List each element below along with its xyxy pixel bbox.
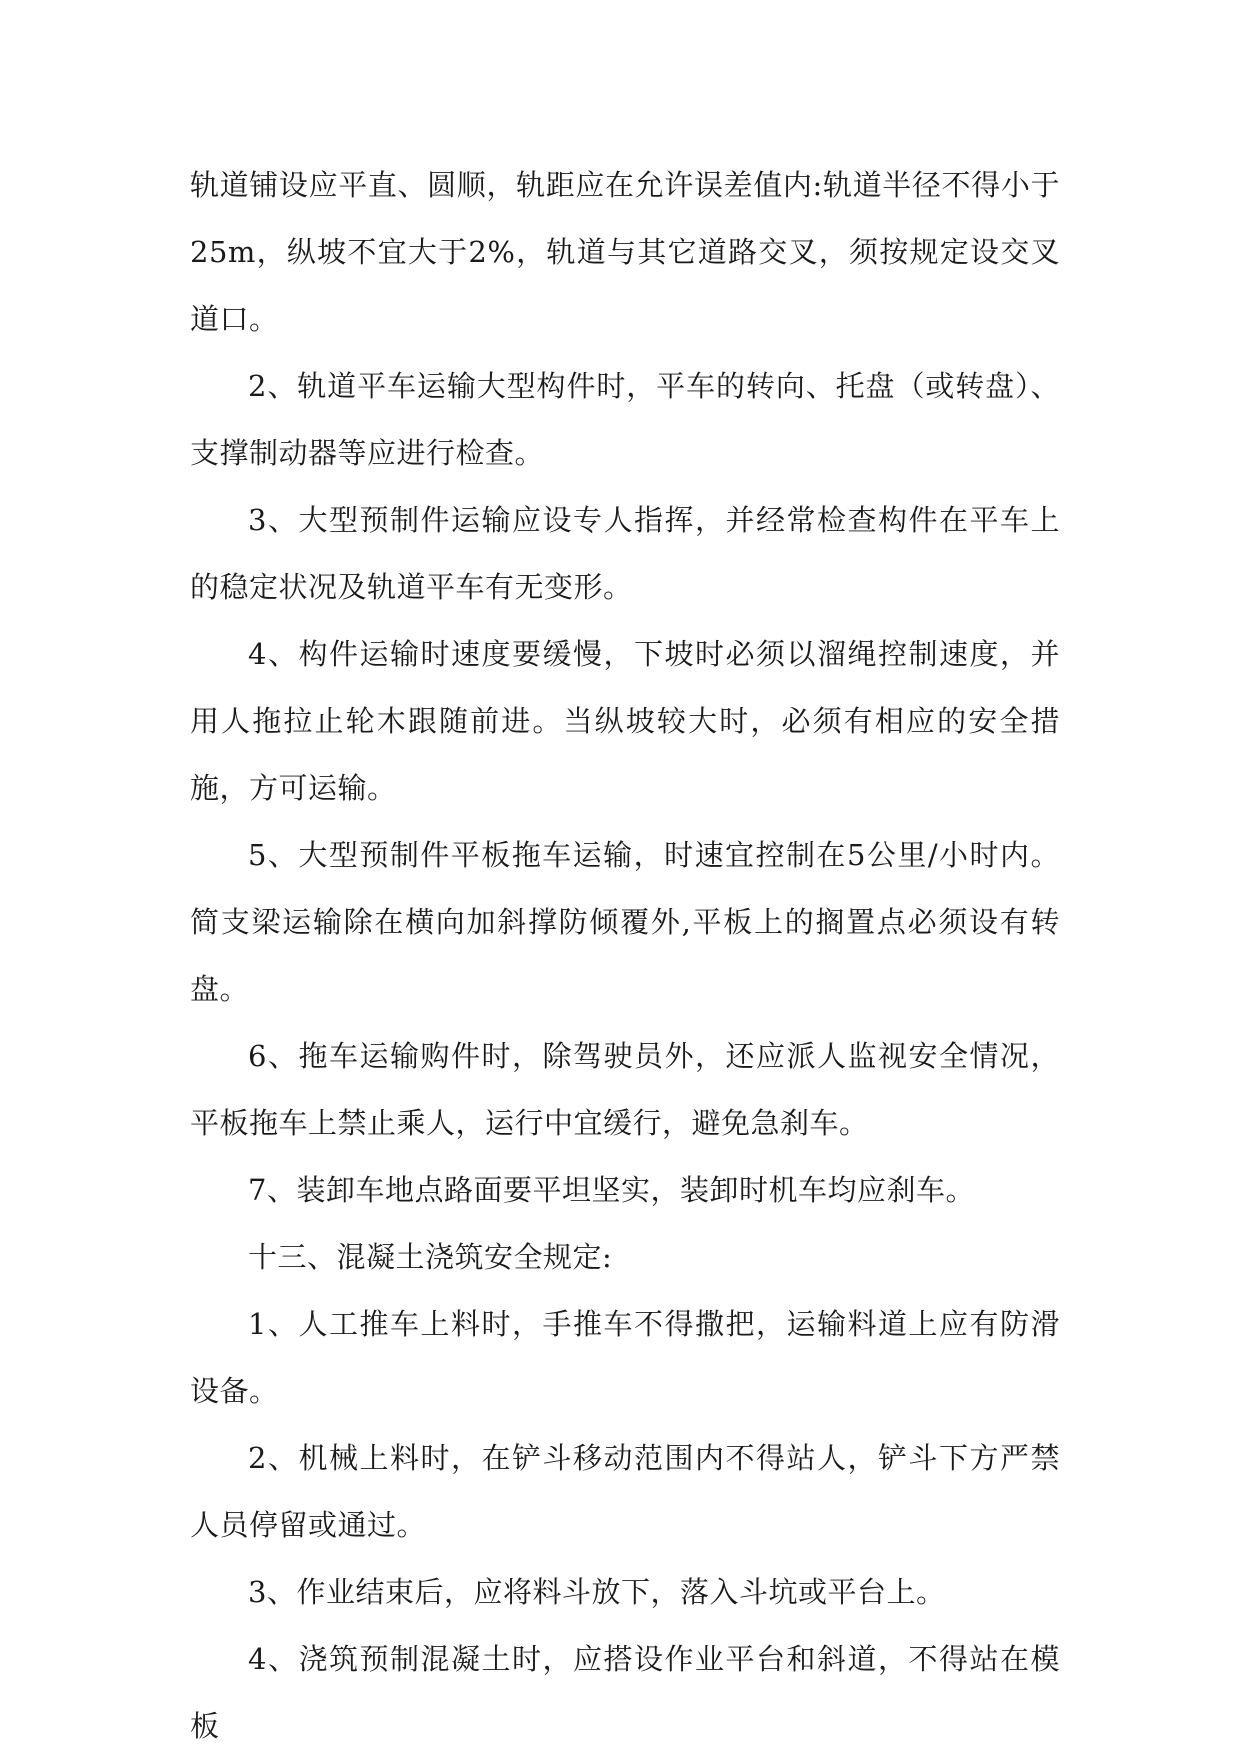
paragraph-track-laying: 轨道铺设应平直、圆顺，轨距应在允许误差值内:轨道半径不得小于25m，纵坡不宜大于2%，轨道与其它道路交叉，须按规定设交叉道口。 [190, 168, 1060, 336]
paragraph-item-2-mechanical-loading: 2、机械上料时，在铲斗移动范围内不得站人，铲斗下方严禁人员停留或通过。 [190, 1441, 1060, 1542]
paragraph-item-1-manual-cart: 1、人工推车上料时，手推车不得撒把，运输料道上应有防滑设备。 [190, 1307, 1060, 1408]
document-body [190, 152, 1060, 1760]
paragraph-item-7-loading-site: 7、装卸车地点路面要平坦坚实，装卸时机车均应刹车。 [248, 1173, 975, 1207]
paragraph-item-5-trailer-speed: 5、大型预制件平板拖车运输，时速宜控制在5公里/小时内。简支梁运输除在横向加斜撑防倾覆外,平板上的搁置点必须设有转盘。 [190, 838, 1060, 1006]
paragraph-item-3-work-end: 3、作业结束后，应将料斗放下，落入斗坑或平台上。 [248, 1575, 946, 1609]
paragraph-item-4-precast-pouring: 4、浇筑预制混凝土时，应搭设作业平台和斜道，不得站在模板 [190, 1642, 1060, 1743]
paragraph-item-2-flatcar-check: 2、轨道平车运输大型构件时，平车的转向、托盘（或转盘）、支撑制动器等应进行检查。 [190, 369, 1060, 470]
paragraph-item-4-transport-speed: 4、构件运输时速度要缓慢，下坡时必须以溜绳控制速度，并用人拖拉止轮木跟随前进。当纵坡较大时，必须有相应的安全措施，方可运输。 [190, 637, 1060, 805]
section-heading-concrete-pouring: 十三、混凝土浇筑安全规定: [248, 1240, 613, 1274]
paragraph-item-3-precast-command: 3、大型预制件运输应设专人指挥，并经常检查构件在平车上的稳定状况及轨道平车有无变形。 [190, 503, 1060, 604]
paragraph-item-6-trailer-supervision: 6、拖车运输购件时，除驾驶员外，还应派人监视安全情况，平板拖车上禁止乘人，运行中宜缓行，避免急刹车。 [190, 1039, 1060, 1140]
